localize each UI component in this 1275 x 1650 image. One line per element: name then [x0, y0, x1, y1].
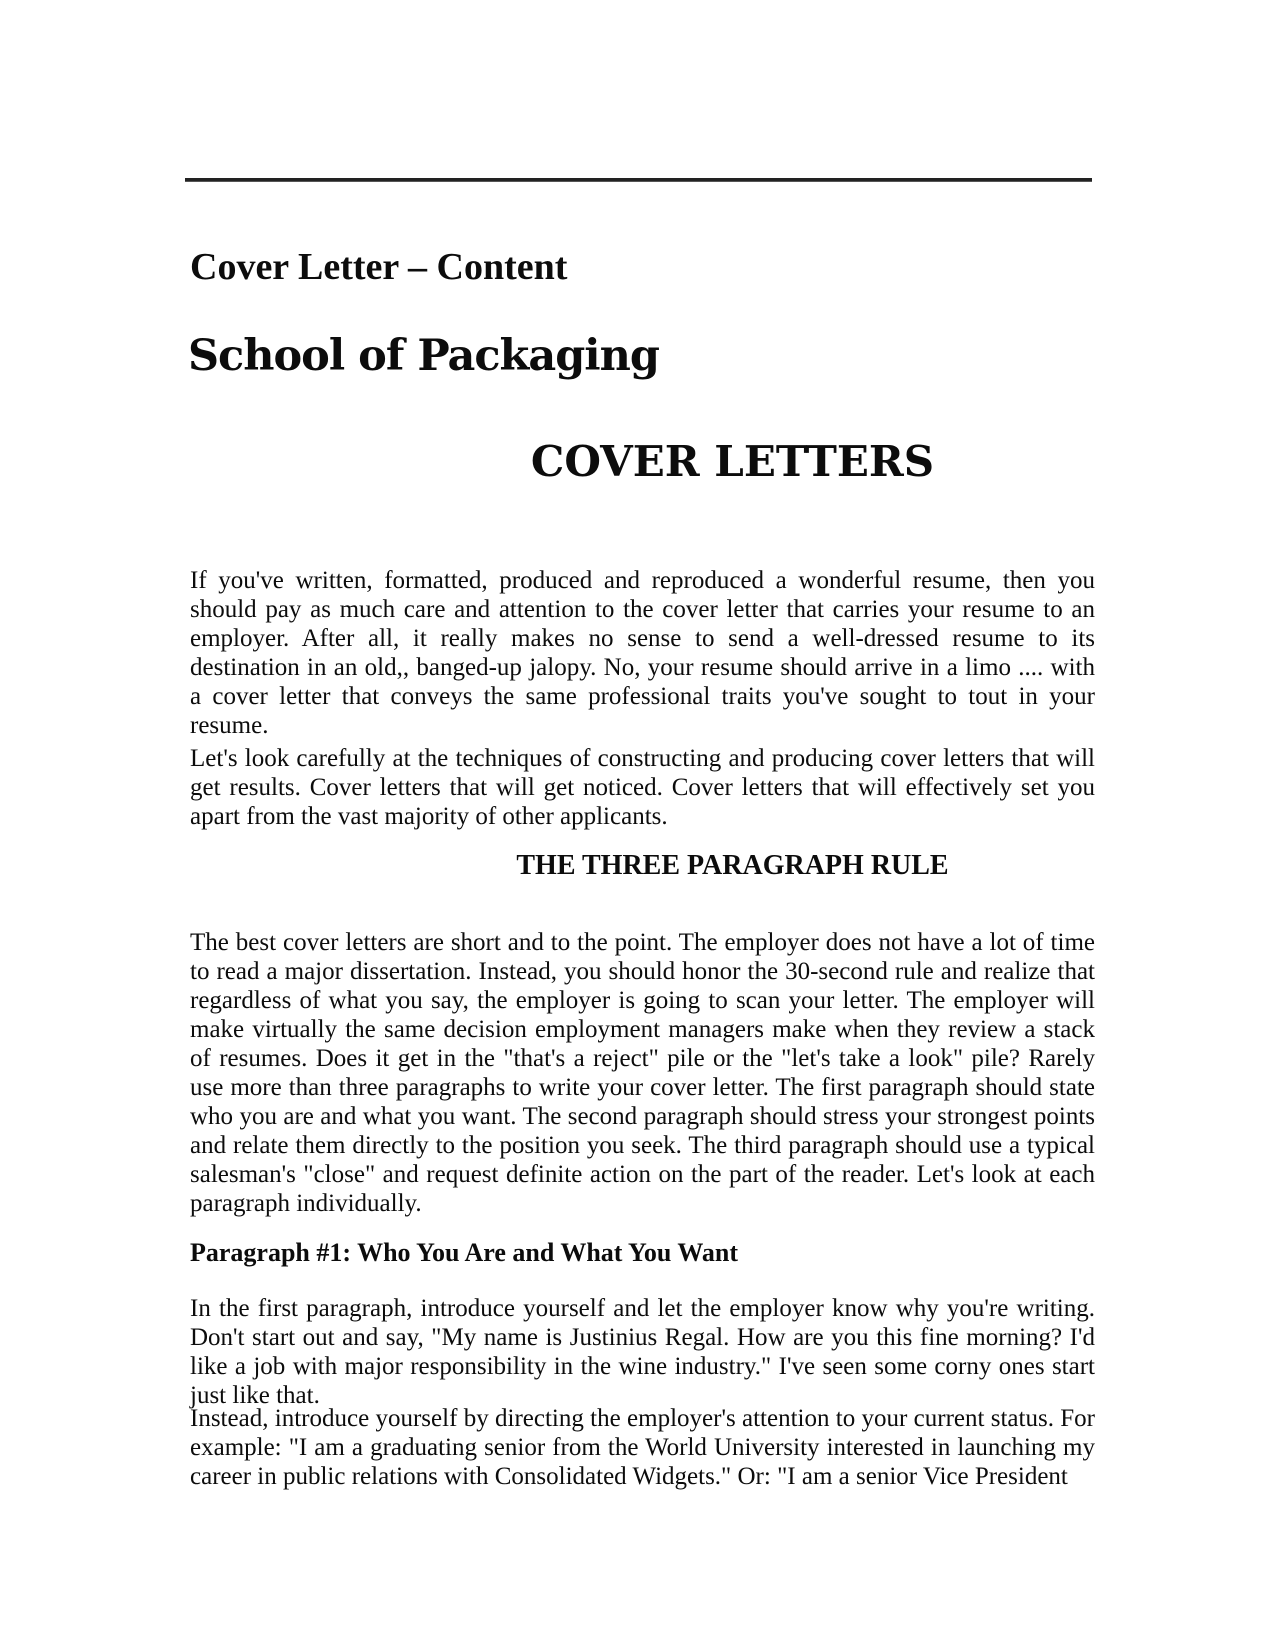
section-paragraph: The best cover letters are short and to the point. The employer does not have a lot of time to read a major dissertation. Instead, you should honor the 30-second rule and realize that regardless of what you say, the employer is going to scan your letter. The employer will make virtually the same decision employment managers make when they review a stack of resumes. Does it get in the "that's a reject" pile or the "let's take a look" pile? Rarely use more than three paragraphs to write your cover letter. The first paragraph should state who you are and what you want. The second paragraph should stress your strongest points and relate them directly to the position you seek. The third paragraph should use a typical salesman's "close" and request definite action on the part of the reader. Let's look at each paragraph individually. [190, 929, 1095, 1217]
intro-paragraph-1: If you've written, formatted, produced and reproduced a wonderful resume, then you should pay as much care and attention to the cover letter that carries your resume to an employer. After all, it really makes no sense to send a well-dressed resume to its destination in an old,, banged-up jalopy. No, your resume should arrive in a limo .... with a cover letter that conveys the same professional traits you've sought to tout in your resume. [190, 567, 1095, 739]
section-heading-three-paragraph-rule: THE THREE PARAGRAPH RULE [516, 850, 949, 881]
subsection-heading-paragraph-1: Paragraph #1: Who You Are and What You Want [190, 1238, 739, 1267]
department-heading: School of Packaging [188, 331, 659, 381]
horizontal-rule [185, 178, 1092, 182]
main-title: COVER LETTERS [530, 437, 935, 486]
intro-paragraph-2: Let's look carefully at the techniques of constructing and producing cover letters that will get results. Cover letters that will get noticed. Cover letters that will effectively set you apart from the vast majority of other applicants. [190, 745, 1095, 830]
document-header-heading: Cover Letter – Content [190, 246, 568, 288]
subsection-paragraph-1: In the first paragraph, introduce yourself and let the employer know why you're writing. Don't start out and say, "My name is Justinius Regal. How are you this fine morning? I'd like a job with major responsibility in the wine industry." I've seen some corny ones start just like that. [190, 1295, 1095, 1409]
subsection-paragraph-2: Instead, introduce yourself by directing the employer's attention to your current status. For example: "I am a graduating senior from the World University interested in launching my career in public relations with Consolidated Widgets." Or: "I am a senior Vice President [190, 1405, 1095, 1490]
